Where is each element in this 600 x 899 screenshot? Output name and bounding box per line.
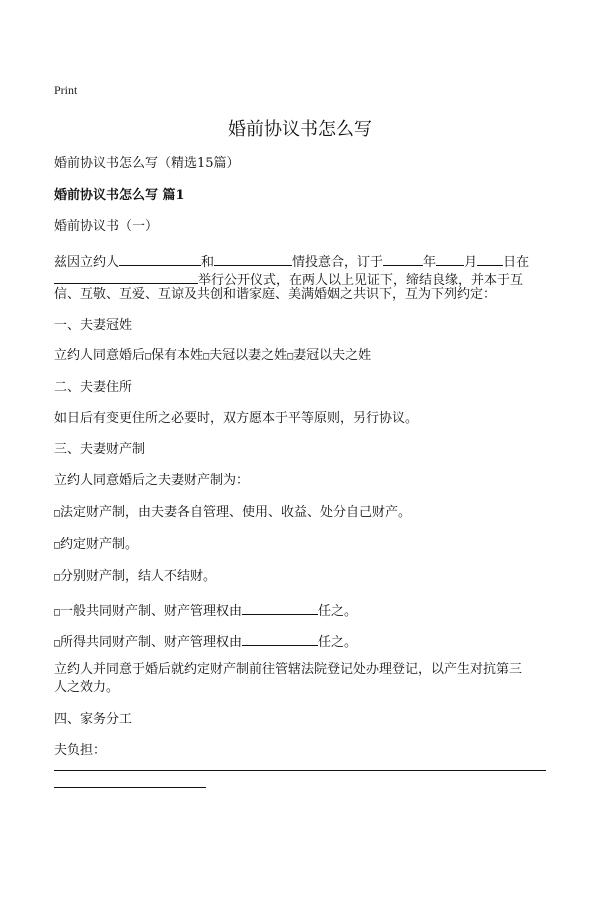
checkbox[interactable]: □ xyxy=(54,572,61,583)
option-text: 夫冠以妻之姓 xyxy=(209,348,288,363)
blank-husband-duties-1[interactable] xyxy=(54,770,546,771)
intro-line-3: 信、互敬、互爱、互谅及共创和谐家庭、美满婚姻之共识下，互为下列约定： xyxy=(54,287,497,302)
page-title: 婚前协议书怎么写 xyxy=(228,119,372,140)
sec1-heading: 一、夫妻冠姓 xyxy=(54,318,133,333)
checkbox[interactable]: □ xyxy=(54,607,61,618)
intro-line-2 xyxy=(54,269,523,289)
option-text: 保有本姓 xyxy=(151,348,204,363)
item-text: 所得共同财产制、财产管理权由 xyxy=(60,635,243,650)
item-text: 分别财产制，结人不结财。 xyxy=(60,569,217,584)
blank-manager-1[interactable] xyxy=(242,600,318,615)
blank-month[interactable] xyxy=(436,251,464,266)
blank-year[interactable] xyxy=(383,251,423,266)
blank-party-b[interactable] xyxy=(214,251,292,266)
intro-text: 和 xyxy=(201,255,215,270)
checkbox[interactable]: □ xyxy=(145,351,152,362)
sec4-heading: 四、家务分工 xyxy=(54,712,133,727)
intro-text: 举行公开仪式，在两人以上见证下，缔结良缘，并本于互 xyxy=(198,273,524,288)
sec3-lead: 立约人同意婚后之夫妻财产制为： xyxy=(54,473,250,488)
intro-text: 月 xyxy=(464,255,478,270)
blank-party-a[interactable] xyxy=(119,251,201,266)
checkbox[interactable]: □ xyxy=(287,351,294,362)
blank-venue[interactable] xyxy=(54,269,198,284)
sec3-heading: 三、夫妻财产制 xyxy=(54,442,146,457)
sec3-item-1 xyxy=(54,505,411,522)
intro-line-1 xyxy=(54,251,529,271)
sec3-item-4 xyxy=(54,600,357,621)
sec3-item-2 xyxy=(54,537,138,554)
item-text: 任之。 xyxy=(318,635,358,650)
sec3-item-5 xyxy=(54,631,357,652)
print-link[interactable]: Print xyxy=(54,83,78,97)
blank-day[interactable] xyxy=(477,251,503,266)
checkbox[interactable]: □ xyxy=(203,351,210,362)
sec2-text: 如日后有变更住所之必要时，双方愿本于平等原则，另行协议。 xyxy=(54,411,419,426)
blank-husband-duties-2[interactable] xyxy=(54,787,206,788)
intro-text: 兹因立约人 xyxy=(54,255,120,270)
item-text: 约定财产制。 xyxy=(60,537,139,552)
section-heading: 婚前协议书怎么写 篇1 xyxy=(54,188,185,203)
checkbox[interactable]: □ xyxy=(54,638,61,649)
sec4-husband: 夫负担： xyxy=(54,743,107,758)
sec3-registration-1: 立约人并同意于婚后就约定财产制前往管辖法院登记处办理登记，以产生对抗第三 xyxy=(54,662,523,677)
blank-manager-2[interactable] xyxy=(242,631,318,646)
subtitle: 婚前协议书怎么写（精选15篇） xyxy=(54,156,240,171)
sec2-heading: 二、夫妻住所 xyxy=(54,380,133,395)
sec3-registration-2: 人之效力。 xyxy=(54,680,120,695)
item-text: 一般共同财产制、财产管理权由 xyxy=(60,604,243,619)
doc-title: 婚前协议书（一） xyxy=(54,219,159,234)
item-text: 任之。 xyxy=(318,604,358,619)
item-text: 法定财产制，由夫妻各自管理、使用、收益、处分自己财产。 xyxy=(60,505,412,520)
option-text: 妻冠以夫之姓 xyxy=(293,348,372,363)
checkbox[interactable]: □ xyxy=(54,508,61,519)
option-text: 立约人同意婚后 xyxy=(54,348,146,363)
intro-text: 日在 xyxy=(503,255,530,270)
sec1-options xyxy=(54,348,371,365)
sec3-item-3 xyxy=(54,569,216,586)
intro-text: 年 xyxy=(423,255,437,270)
checkbox[interactable]: □ xyxy=(54,540,61,551)
intro-text: 情投意合，订于 xyxy=(292,255,384,270)
